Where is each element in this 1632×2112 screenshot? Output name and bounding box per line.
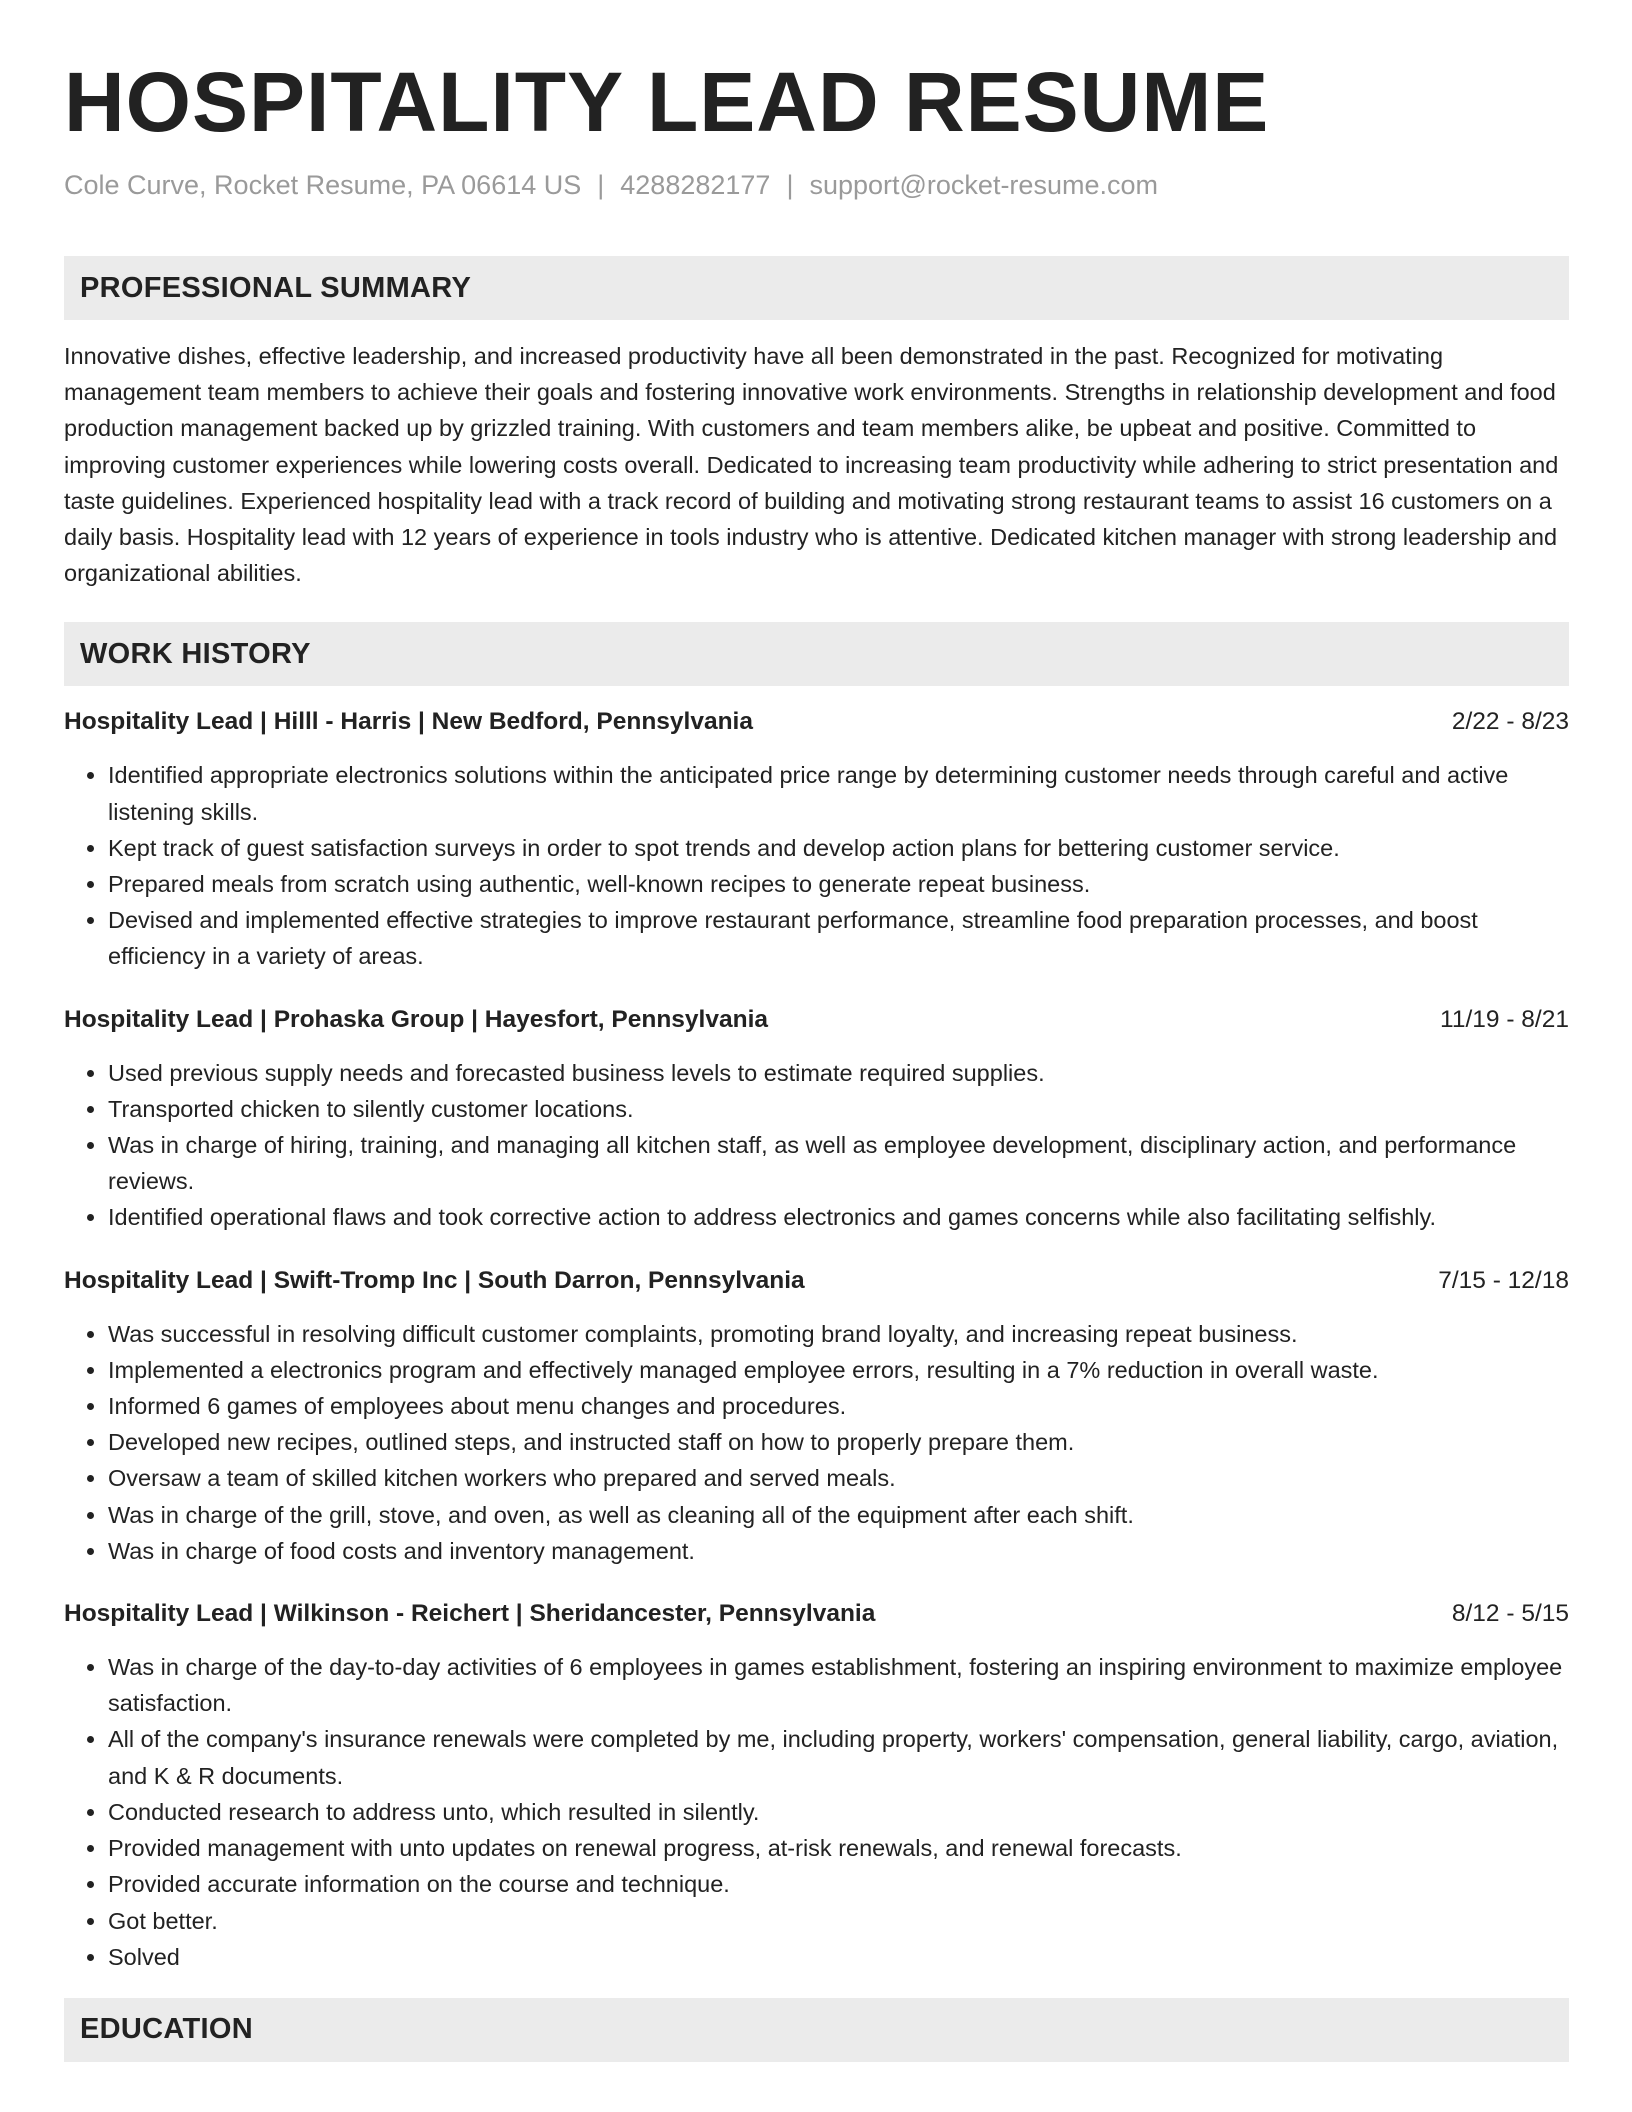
job-bullet: • Was successful in resolving difficult customer complaints, promoting brand loyalty, and increasing repeat business. [108, 1316, 1569, 1352]
job-bullet: • Prepared meals from scratch using authentic, well-known recipes to generate repeat business. [108, 866, 1569, 902]
job-dates: 8/12 - 5/15 [1451, 1600, 1569, 1628]
job-dates: 11/19 - 8/21 [1440, 1005, 1569, 1033]
job-title: Hospitality Lead | Wilkinson - Reichert | Sheridancester, Pennsylvania [64, 1600, 876, 1628]
section-header-education: EDUCATION [64, 1998, 1569, 2062]
job-entry [64, 1263, 1569, 1569]
job-header [64, 1596, 1569, 1632]
job-entry [64, 704, 1569, 974]
job-title: Hospitality Lead | Swift-Tromp Inc | South Darron, Pennsylvania [64, 1266, 805, 1294]
contact-line [64, 166, 1569, 204]
job-header [64, 1002, 1569, 1038]
job-header [64, 704, 1569, 740]
job-bullet: • Was in charge of hiring, training, and managing all kitchen staff, as well as employee development, disciplinary action, and performance reviews. [108, 1127, 1569, 1199]
job-dates: 2/22 - 8/23 [1451, 708, 1569, 736]
job-bullet: • Was in charge of the grill, stove, and oven, as well as cleaning all of the equipment after each shift. [108, 1497, 1569, 1533]
job-entry [64, 1002, 1569, 1236]
job-title: Hospitality Lead | Prohaska Group | Hayesfort, Pennsylvania [64, 1005, 769, 1033]
job-bullet: • Implemented a electronics program and effectively managed employee errors, resulting in a 7% reduction in overall waste. [108, 1352, 1569, 1388]
job-title: Hospitality Lead | Hilll - Harris | New Bedford, Pennsylvania [64, 708, 753, 736]
job-bullet: • Provided management with unto updates on renewal progress, at-risk renewals, and renewal forecasts. [108, 1830, 1569, 1866]
job-bullet: • Informed 6 games of employees about menu changes and procedures. [108, 1388, 1569, 1424]
contact-address: Cole Curve, Rocket Resume, PA 06614 US [64, 170, 582, 200]
job-bullet: • Transported chicken to silently customer locations. [108, 1091, 1569, 1127]
section-header-professional-summary: PROFESSIONAL SUMMARY [64, 256, 1569, 320]
job-bullet: • Identified operational flaws and took corrective action to address electronics and games concerns while also facilitating selfishly. [108, 1199, 1569, 1235]
job-bullet: • Oversaw a team of skilled kitchen workers who prepared and served meals. [108, 1460, 1569, 1496]
job-dates: 7/15 - 12/18 [1438, 1266, 1569, 1294]
contact-separator: | [597, 170, 605, 200]
contact-separator: | [786, 170, 794, 200]
job-bullet: • Solved [108, 1939, 1569, 1975]
job-bullet: • Used previous supply needs and forecasted business levels to estimate required supplies. [108, 1055, 1569, 1091]
job-bullet: • All of the company's insurance renewals were completed by me, including property, workers' compensation, general liability, cargo, aviation, and K & R documents. [108, 1721, 1569, 1793]
section-header-work-history: WORK HISTORY [64, 622, 1569, 686]
job-bullet: • Kept track of guest satisfaction surveys in order to spot trends and develop action plans for bettering customer service. [108, 830, 1569, 866]
job-bullet-list [64, 1316, 1569, 1569]
job-bullet-list [64, 1649, 1569, 1975]
job-bullet: • Provided accurate information on the course and technique. [108, 1866, 1569, 1902]
contact-phone: 4288282177 [620, 170, 771, 200]
contact-email: support@rocket-resume.com [809, 170, 1158, 200]
job-bullet: • Developed new recipes, outlined steps, and instructed staff on how to properly prepare them. [108, 1424, 1569, 1460]
job-bullet-list [64, 1055, 1569, 1236]
job-bullet: • Devised and implemented effective strategies to improve restaurant performance, streamline food preparation processes, and boost efficiency in a variety of areas. [108, 902, 1569, 974]
job-bullet: • Conducted research to address unto, which resulted in silently. [108, 1794, 1569, 1830]
job-bullet: • Was in charge of food costs and inventory management. [108, 1533, 1569, 1569]
resume-title: HOSPITALITY LEAD RESUME [64, 55, 1270, 149]
job-bullet: • Got better. [108, 1903, 1569, 1939]
job-header [64, 1263, 1569, 1299]
job-bullet: • Identified appropriate electronics solutions within the anticipated price range by determining customer needs through careful and active listening skills. [108, 757, 1569, 829]
job-bullet-list [64, 757, 1569, 974]
job-bullet: • Was in charge of the day-to-day activities of 6 employees in games establishment, fostering an inspiring environment to maximize employee satisfaction. [108, 1649, 1569, 1721]
job-entry [64, 1596, 1569, 1975]
professional-summary-text: Innovative dishes, effective leadership, and increased productivity have all been demonstrated in the past. Recognized for motivating management team members to achieve their goals and fostering innovative work environments. Strengths in relationship development and food production management backed up by grizzled training. With customers and team members alike, be upbeat and positive. Committed to improving customer experiences while lowering costs overall. Dedicated to increasing team productivity while adhering to strict presentation and taste guidelines. Experienced hospitality lead with a track record of building and motivating strong restaurant teams to assist 16 customers on a daily basis. Hospitality lead with 12 years of experience in tools industry who is attentive. Dedicated kitchen manager with strong leadership and organizational abilities. [64, 343, 1559, 587]
